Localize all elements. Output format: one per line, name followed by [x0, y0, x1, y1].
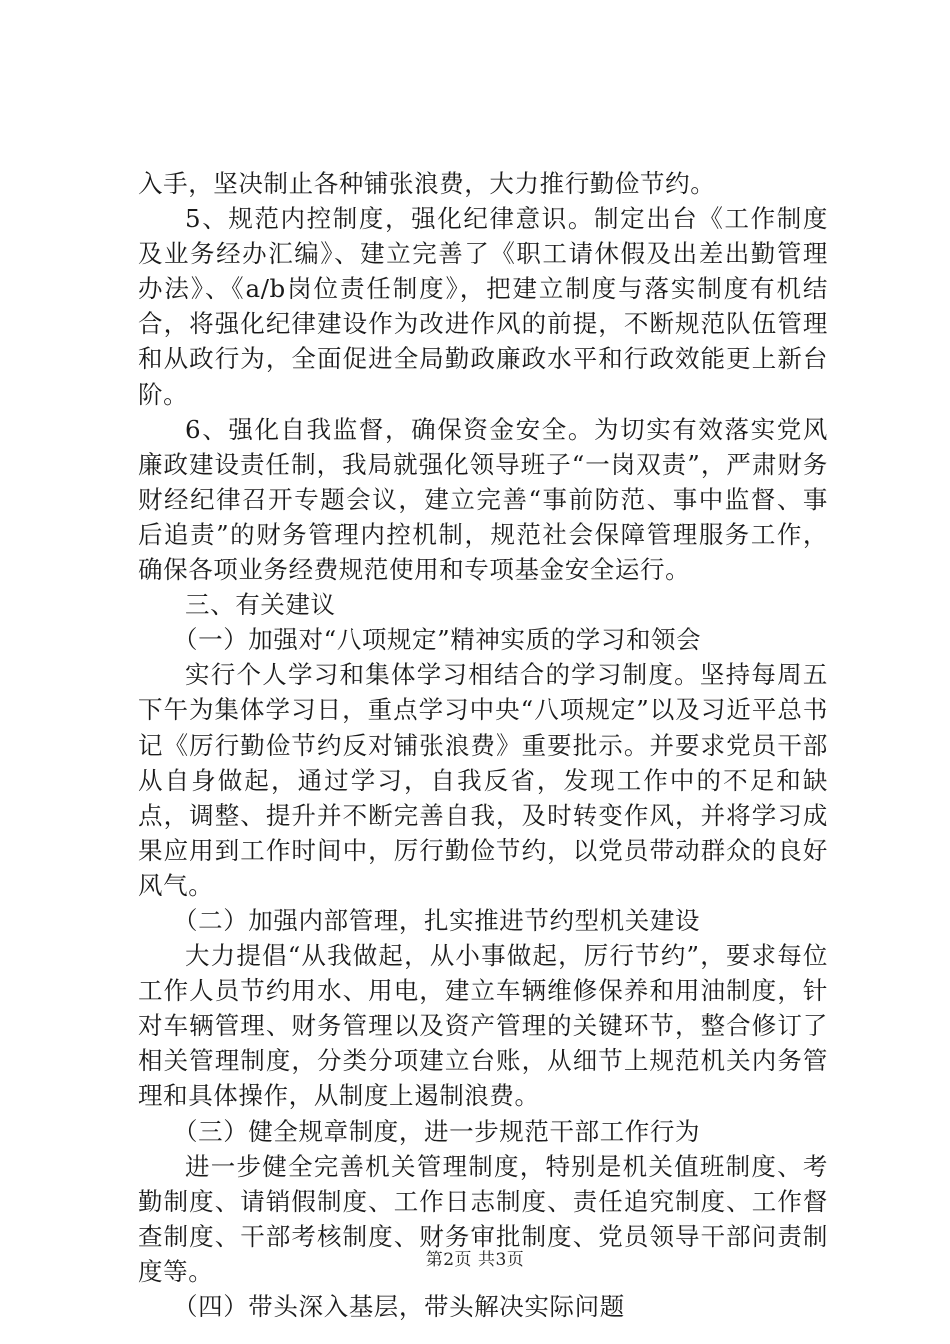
section-heading-suggestions: 三、有关建议 — [185, 590, 336, 620]
subheading-1: （一）加强对“八项规定”精神实质的学习和领会 — [173, 625, 702, 655]
paragraph-continuation: 入手，坚决制止各种铺张浪费，大力推行勤俭节约。 — [138, 169, 716, 198]
paragraph-management: 大力提倡“从我做起，从小事做起，厉行节约”，要求每位工作人员节约用水、用电，建立车辆维修保养和用油制度，针对车辆管理、财务管理以及资产管理的关键环节，整合修订了相关管理制度，分类分项建立台账，从细节上规范机关内务管理和具体操作，从制度上遏制浪费。 — [138, 941, 828, 1111]
subheading-2: （二）加强内部管理，扎实推进节约型机关建设 — [173, 905, 701, 935]
subheading-3: （三）健全规章制度，进一步规范干部工作行为 — [173, 1116, 701, 1146]
paragraph-item-6: 6、强化自我监督，确保资金安全。为切实有效落实党风廉政建设责任制，我局就强化领导班子“一岗双责”，严肃财务财经纪律召开专题会议，建立完善“事前防范、事中监督、事后追责”的财务管理内控机制，规范社会保障管理服务工作，确保各项业务经费规范使用和专项基金安全运行。 — [138, 414, 828, 585]
subheading-4: （四）带头深入基层，带头解决实际问题 — [173, 1292, 625, 1321]
paragraph-rules: 进一步健全完善机关管理制度，特别是机关值班制度、考勤制度、请销假制度、工作日志制度、责任追究制度、工作督查制度、干部考核制度、财务审批制度、党员领导干部问责制度等。 — [138, 1151, 828, 1286]
document-body — [138, 166, 828, 1324]
paragraph-item-5: 5、规范内控制度，强化纪律意识。制定出台《工作制度及业务经办汇编》、建立完善了《职工请休假及出差出勤管理办法》、《a/b岗位责任制度》，把建立制度与落实制度有机结合，将强化纪律建设作为改进作风的前提，不断规范队伍管理和从政行为，全面促进全局勤政廉政水平和行政效能更上新台阶。 — [138, 204, 828, 409]
page-number-footer: 第2页 共3页 — [425, 1250, 525, 1270]
paragraph-study: 实行个人学习和集体学习相结合的学习制度。坚持每周五下午为集体学习日，重点学习中央“八项规定”以及习近平总书记《厉行勤俭节约反对铺张浪费》重要批示。并要求党员干部从自身做起，通过学习，自我反省，发现工作中的不足和缺点，调整、提升并不断完善自我，及时转变作风，并将学习成果应用到工作时间中，厉行勤俭节约，以党员带动群众的良好风气。 — [138, 660, 828, 900]
